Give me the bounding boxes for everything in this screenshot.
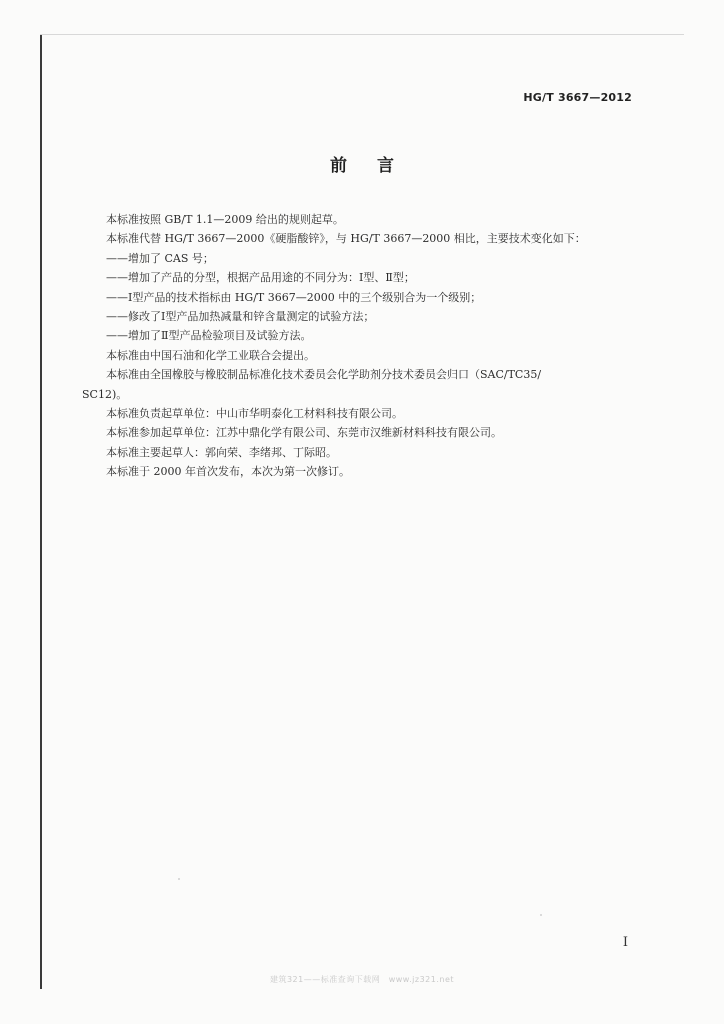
page-title: 前言 bbox=[330, 156, 424, 176]
paragraph-administered-by-continuation: SC12)。 bbox=[82, 387, 128, 401]
document-code: HG/T 3667—2012 bbox=[523, 91, 632, 104]
paragraph-replaces: 本标准代替 HG/T 3667—2000《硬脂酸锌》，与 HG/T 3667—2000 相比，主要技术变化如下： bbox=[106, 232, 586, 246]
scan-speck bbox=[178, 878, 180, 880]
paragraph-proposed-by: 本标准由中国石油和化学工业联合会提出。 bbox=[106, 348, 315, 362]
page-number: I bbox=[622, 935, 628, 950]
paragraph-participating-drafters: 本标准参加起草单位：江苏中鼎化学有限公司、东莞市汉维新材料科技有限公司。 bbox=[106, 426, 502, 440]
foreword-body bbox=[82, 210, 642, 482]
paragraph-main-drafters: 本标准主要起草人：郭向荣、李绪邦、丁际昭。 bbox=[106, 445, 337, 459]
scan-speck bbox=[540, 914, 542, 916]
change-item-test-methods: ——修改了Ⅰ型产品加热减量和锌含量测定的试验方法； bbox=[106, 310, 375, 324]
watermark-text: 建筑321——标准查询下载网 www.jz321.net bbox=[269, 975, 455, 984]
paragraph-lead-drafter: 本标准负责起草单位：中山市华明泰化工材料科技有限公司。 bbox=[106, 407, 403, 421]
paragraph-drafting-rule: 本标准按照 GB/T 1.1—2009 给出的规则起草。 bbox=[106, 213, 344, 226]
change-item-types: ——增加了产品的分型，根据产品用途的不同分为：Ⅰ型、Ⅱ型； bbox=[106, 271, 415, 285]
paragraph-administered-by: 本标准由全国橡胶与橡胶制品标准化技术委员会化学助剂分技术委员会归口（SAC/TC35/ bbox=[106, 368, 542, 382]
change-item-cas: ——增加了 CAS 号； bbox=[106, 251, 214, 265]
change-item-grades: ——Ⅰ型产品的技术指标由 HG/T 3667—2000 中的三个级别合为一个级别； bbox=[106, 290, 482, 304]
scan-edge-left bbox=[40, 34, 42, 989]
scan-edge-top bbox=[40, 34, 684, 35]
paragraph-publication-history: 本标准于 2000 年首次发布，本次为第一次修订。 bbox=[106, 465, 350, 479]
change-item-type2-tests: ——增加了Ⅱ型产品检验项目及试验方法。 bbox=[106, 329, 312, 343]
